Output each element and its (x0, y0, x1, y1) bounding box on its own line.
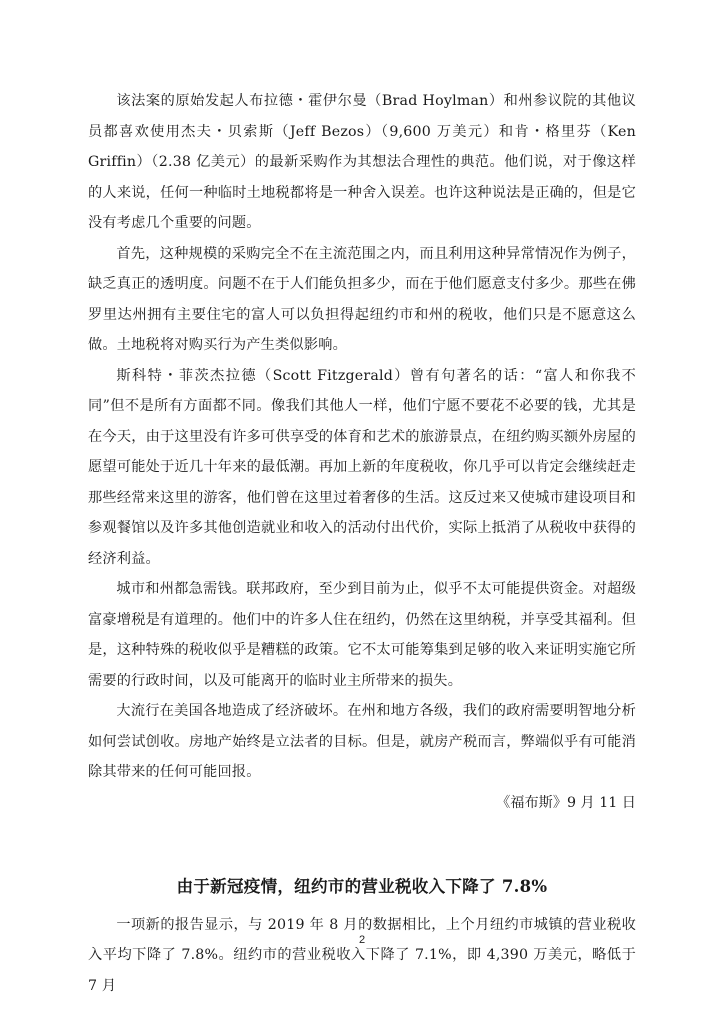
body-paragraph: 首先，这种规模的采购完全不在主流范围之内，而且利用这种异常情况作为例子，缺乏真正的透明度。问题不在于人们能负担多少，而在于他们愿意支付多少。那些在佛罗里达州拥有主要住宅的富人可以负担得起纽约市和州的税收，他们只是不愿意这么做。土地税将对购买行为产生类似影响。 (88, 245, 636, 353)
document-page (88, 86, 636, 1001)
body-paragraph: 该法案的原始发起人布拉德・霍伊尔曼（Brad Hoylman）和州参议院的其他议员都喜欢使用杰夫・贝索斯（Jeff Bezos）（9,600 万美元）和肯・格里芬（Ken Griffin）（2.38 亿美元）的最新采购作为其想法合理性的典范。他们说，对于像这样的人来说，任何一种临时土地税都将是一种舍入误差。也许这种说法是正确的，但是它没有考虑几个重要的问题。 (88, 93, 636, 231)
source-citation: 《福布斯》9 月 11 日 (496, 794, 636, 811)
article-title: 由于新冠疫情，纽约市的营业税收入下降了 7.8% (176, 876, 548, 896)
page-number: 2 (358, 934, 366, 946)
article-paragraph: 一项新的报告显示，与 2019 年 8 月的数据相比，上个月纽约市城镇的营业税收入平均下降了 7.8%。纽约市的营业税收入下降了 7.1%，即 4,390 万美元，略低于 7 月 (88, 916, 636, 994)
body-paragraph: 大流行在美国各地造成了经济破坏。在州和地方各级，我们的政府需要明智地分析如何尝试创收。房地产始终是立法者的目标。但是，就房产税而言，弊端似乎有可能消除其带来的任何可能回报。 (88, 703, 636, 780)
body-paragraph: 城市和州都急需钱。联邦政府，至少到目前为止，似乎不太可能提供资金。对超级富豪增税是有道理的。他们中的许多人住在纽约，仍然在这里纳税，并享受其福利。但是，这种特殊的税收似乎是糟糕的政策。它不太可能筹集到足够的收入来证明实施它所需要的行政时间，以及可能离开的临时业主所带来的损失。 (88, 581, 636, 689)
body-paragraph: 斯科特・菲茨杰拉德（Scott Fitzgerald）曾有句著名的话：“富人和你我不同”但不是所有方面都不同。像我们其他人一样，他们宁愿不要花不必要的钱，尤其是在今天，由于这里没有许多可供享受的体育和艺术的旅游景点，在纽约购买额外房屋的愿望可能处于近几十年来的最低潮。再加上新的年度税收，你几乎可以肯定会继续赶走那些经常来这里的游客，他们曾在这里过着奢侈的生活。这反过来又使城市建设项目和参观餐馆以及许多其他创造就业和收入的活动付出代价，实际上抵消了从税收中获得的经济利益。 (88, 367, 636, 567)
